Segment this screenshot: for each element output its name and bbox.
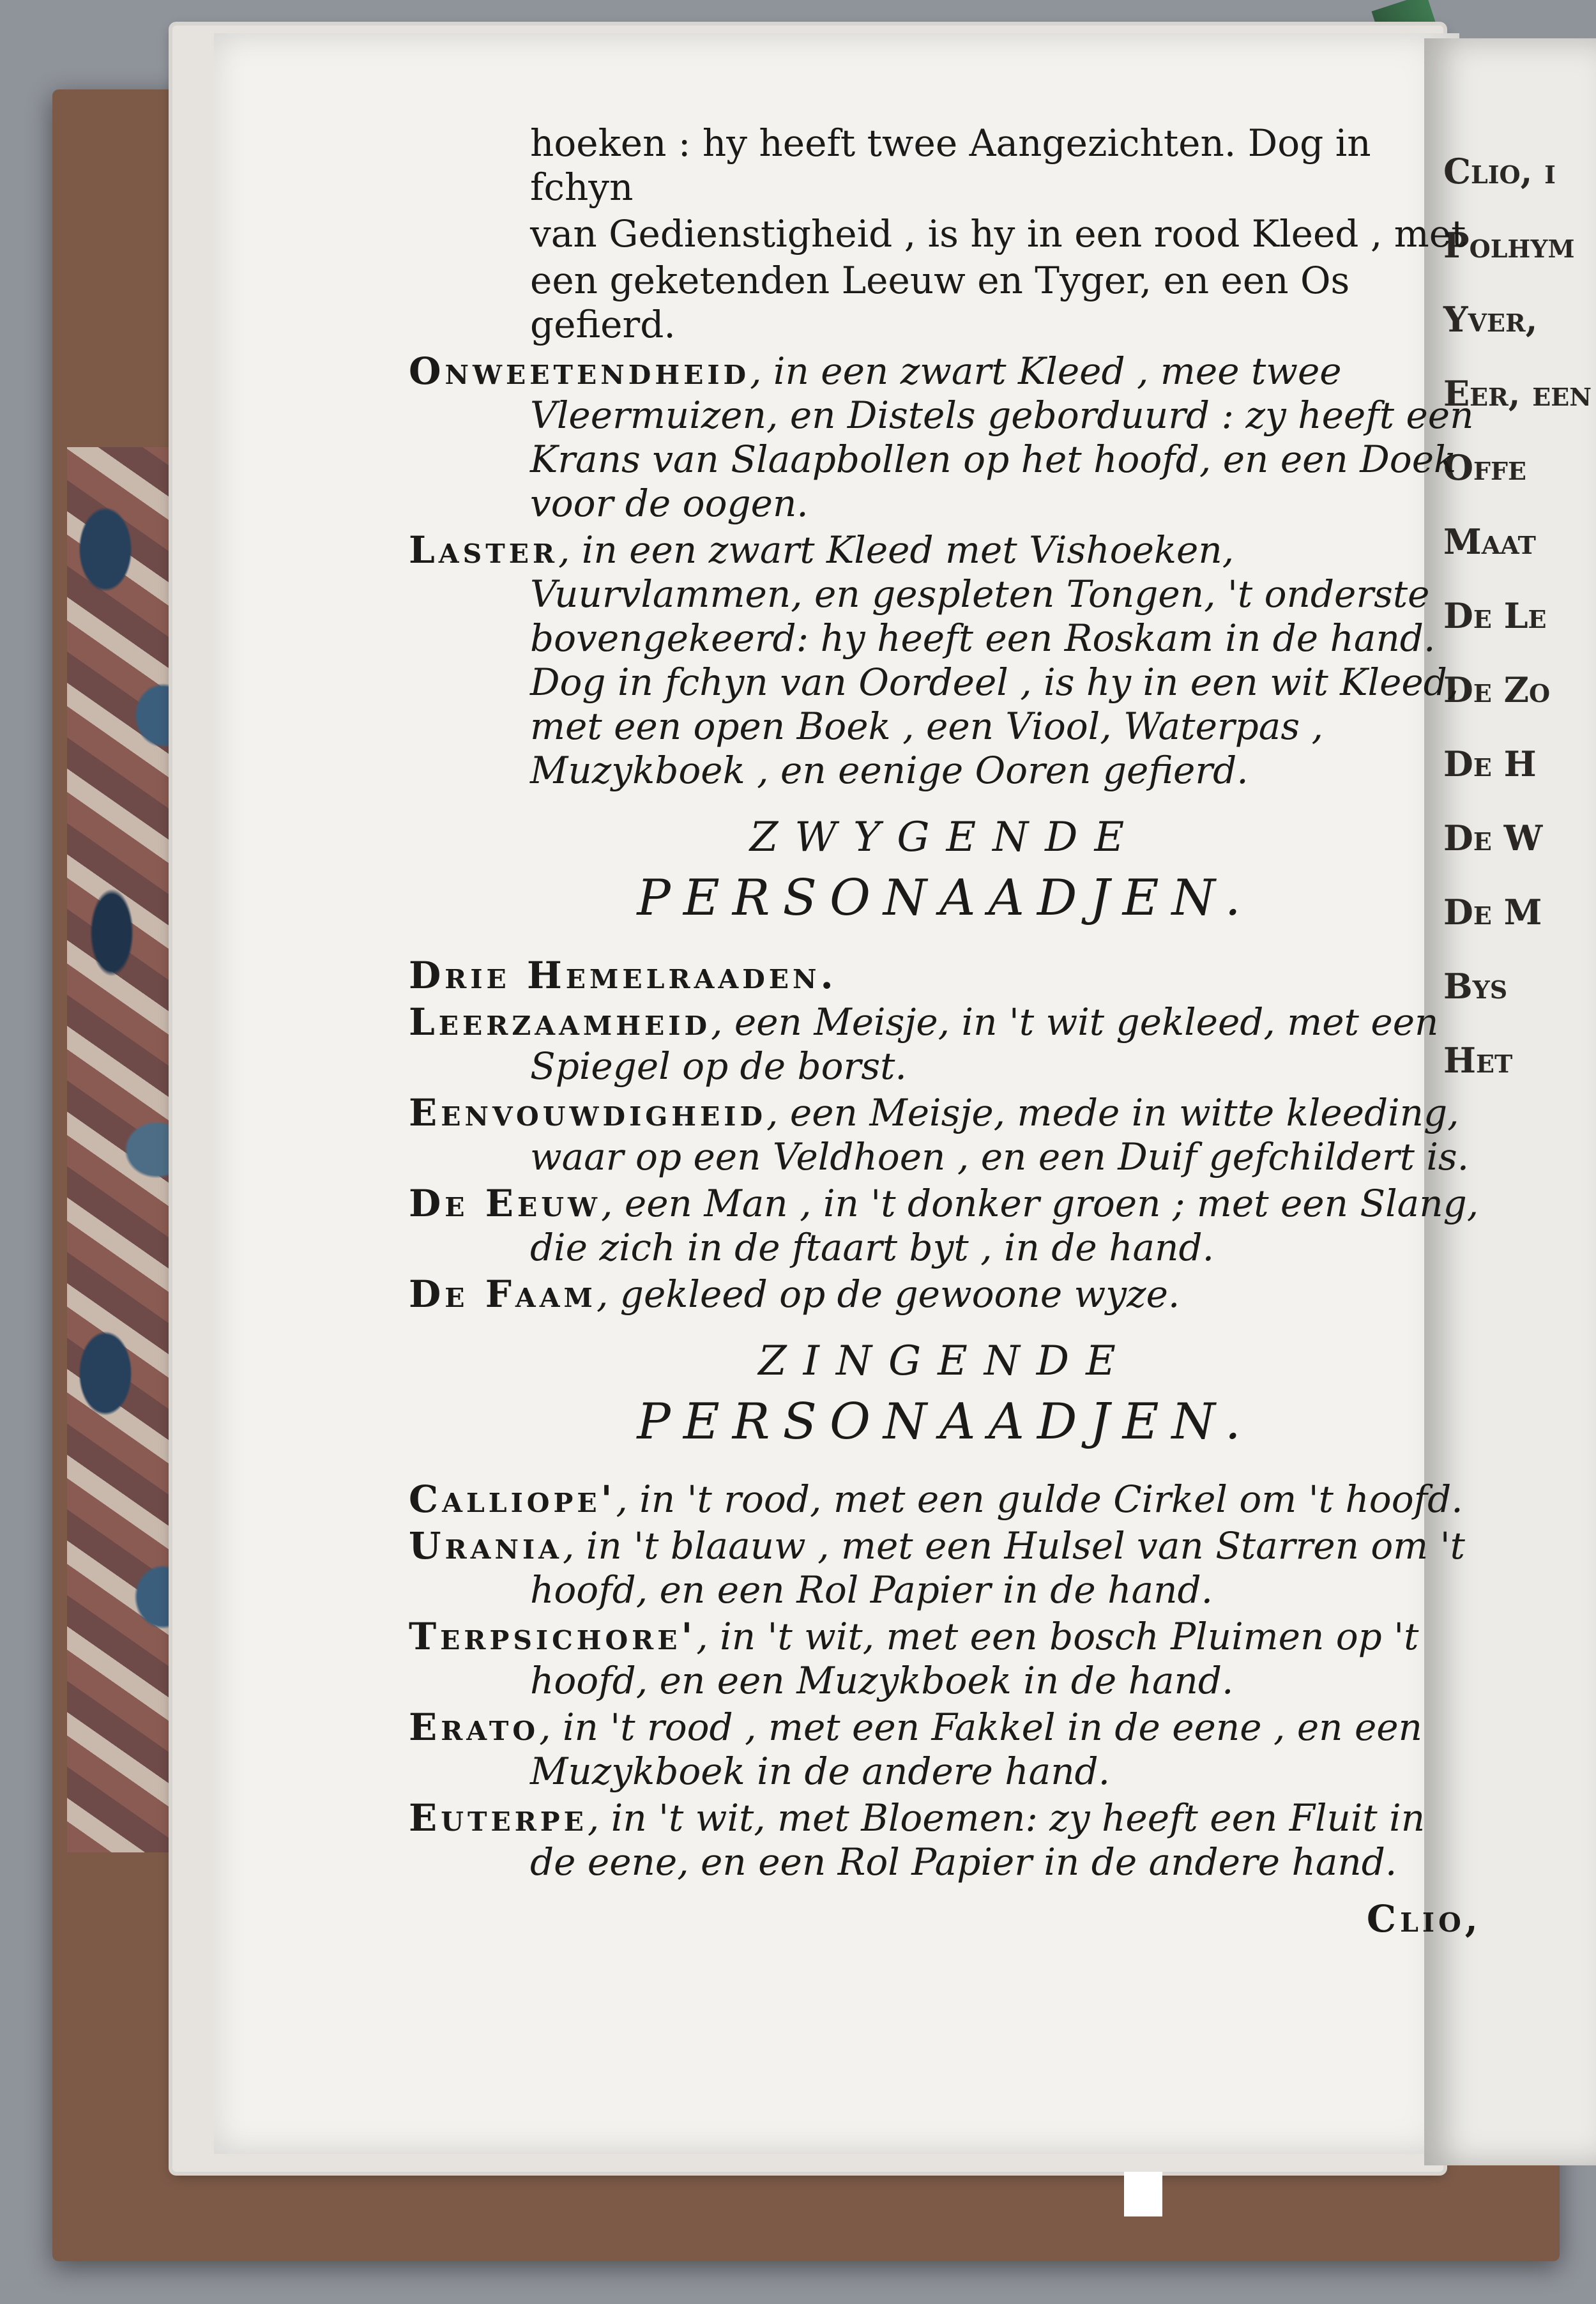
- character-entry: [409, 1182, 1482, 1270]
- character-description: , een Meisje, mede in witte kleeding, waar op een Veldhoen , en een Duif gefchildert is.: [530, 1091, 1470, 1179]
- silent-characters-list: [409, 954, 1482, 1316]
- facing-page-line: De Le: [1443, 595, 1547, 636]
- character-entry: [409, 528, 1482, 793]
- singing-characters-list: [409, 1477, 1482, 1884]
- character-name: De Eeuw: [409, 1182, 601, 1225]
- character-name: Erato: [409, 1705, 540, 1749]
- section-subheading-silent: PERSONAADJEN.: [637, 869, 1254, 927]
- facing-page-line: Clio, i: [1443, 151, 1556, 192]
- character-entry: [409, 1000, 1482, 1088]
- facing-page-line: De M: [1443, 892, 1542, 933]
- character-description: , gekleed op de gewoone wyze.: [596, 1272, 1180, 1316]
- section-heading-silent: ZWYGENDE: [749, 814, 1141, 861]
- character-name: Drie Hemelraaden.: [409, 954, 837, 997]
- continued-text: [409, 121, 1482, 347]
- character-entry: [409, 349, 1482, 526]
- character-description: , in 't rood, met een gulde Cirkel om 't hoofd.: [616, 1477, 1463, 1521]
- facing-page-line: Eer, een: [1443, 373, 1592, 414]
- facing-page-line: De H: [1443, 744, 1537, 784]
- facing-page-line: Yver,: [1443, 299, 1538, 340]
- continued-line: van Gedienstigheid , is hy in een rood Kleed , met: [530, 212, 1466, 256]
- section-heading-singing: ZINGENDE: [758, 1338, 1132, 1385]
- continued-line: hoeken : hy heeft twee Aangezichten. Dog in fchyn: [530, 121, 1371, 209]
- catchword: Clio,: [1366, 1897, 1482, 1941]
- character-entry: [409, 1705, 1482, 1794]
- continued-line: een geketenden Leeuw en Tyger, en een Os gefierd.: [530, 259, 1350, 346]
- character-description: , in 't blaauw , met een Hulsel van Starren om 't hoofd, en een Rol Papier in de hand.: [530, 1524, 1465, 1612]
- character-entry: [409, 1272, 1482, 1316]
- character-description: , in 't rood , met een Fakkel in de eene , en een Muzykboek in de andere hand.: [530, 1705, 1422, 1793]
- character-name: Eenvouwdigheid: [409, 1091, 767, 1134]
- character-entry: [409, 1796, 1482, 1884]
- character-description: , in een zwart Kleed met Vishoeken, Vuurvlammen, en gespleten Tongen, 't onderste bovengekeerd: hy heeft een Roskam in de hand. Dog in fchyn van Oordeel , is hy in een wit Kleed, met een open Boek , een Viool, Waterpas , Muzykboek , en eenige Ooren gefierd.: [530, 528, 1459, 792]
- character-entry: [409, 1091, 1482, 1179]
- character-name: Laster: [409, 528, 559, 572]
- character-name: Terpsichore': [409, 1615, 697, 1658]
- character-description: , een Meisje, in 't wit gekleed, met een Spiegel op de borst.: [530, 1000, 1439, 1088]
- character-name: Urania: [409, 1524, 563, 1568]
- character-entry: [409, 1524, 1482, 1612]
- character-list-top: [409, 349, 1482, 793]
- facing-page-line: De Zo: [1443, 669, 1551, 710]
- character-name: Leerzaamheid: [409, 1000, 711, 1044]
- facing-page-line: Polhym: [1443, 225, 1575, 266]
- page-notch: [1124, 2172, 1162, 2216]
- character-name: Euterpe: [409, 1796, 588, 1840]
- facing-page-line: Maat: [1443, 521, 1536, 562]
- character-name: Calliope': [409, 1477, 616, 1521]
- facing-page-line: Het: [1443, 1040, 1513, 1081]
- character-description: , in 't wit, met Bloemen: zy heeft een Fluit in de eene, en een Rol Papier in de andere hand.: [530, 1796, 1425, 1884]
- character-description: , in 't wit, met een bosch Pluimen op 't hoofd, en een Muzykboek in de hand.: [530, 1615, 1419, 1702]
- character-entry: [409, 954, 1482, 998]
- character-description: , in een zwart Kleed , mee twee Vleermuizen, en Distels geborduurd : zy heeft een Krans van Slaapbollen op het hoofd, en een Doek voor de oogen.: [530, 349, 1474, 525]
- section-subheading-singing: PERSONAADJEN.: [637, 1393, 1254, 1451]
- character-entry: [409, 1477, 1482, 1522]
- character-entry: [409, 1615, 1482, 1703]
- character-name: De Faam: [409, 1272, 597, 1316]
- facing-page-line: Offe: [1443, 447, 1526, 488]
- character-name: Onweetendheid: [409, 349, 750, 393]
- page-text: [409, 121, 1482, 1941]
- character-description: , een Man , in 't donker groen ; met een Slang, die zich in de ftaart byt , in de hand.: [530, 1182, 1479, 1269]
- facing-page-line: De W: [1443, 818, 1543, 858]
- facing-page-line: Bys: [1443, 966, 1508, 1007]
